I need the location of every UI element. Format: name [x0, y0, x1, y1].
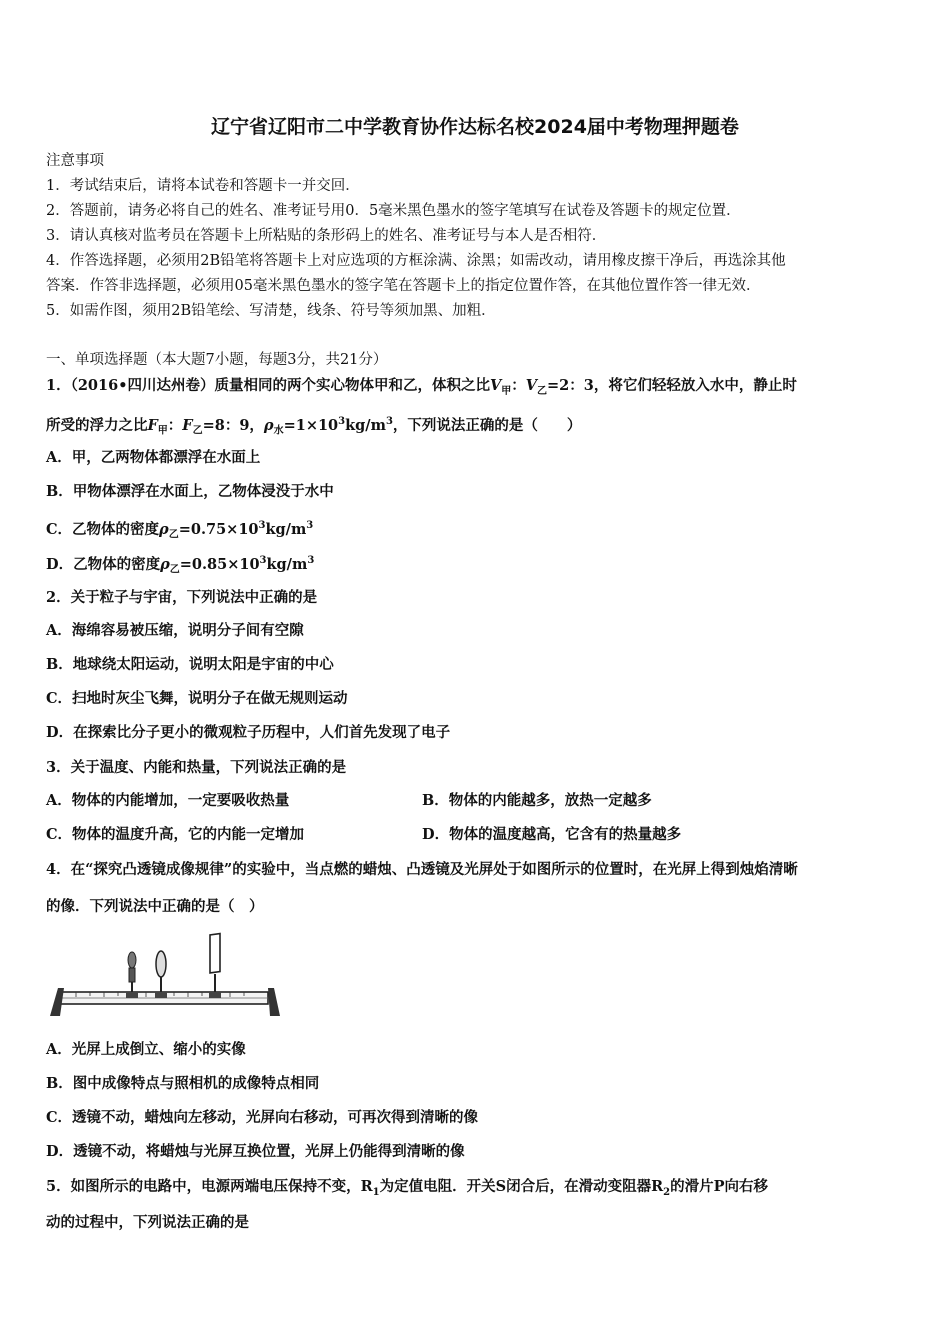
light-screen — [210, 934, 220, 996]
subscript: 甲 — [157, 425, 168, 437]
notice-heading: 注意事项 — [46, 153, 104, 169]
q5-text: 为定值电阻．开关S闭合后，在滑动变阻器R — [379, 1178, 664, 1195]
q2-option-b: B．地球绕太阳运动，说明太阳是宇宙的中心 — [46, 656, 334, 673]
subscript: 乙 — [537, 385, 547, 397]
subscript: 乙 — [192, 425, 203, 437]
optical-bench-diagram — [46, 930, 282, 1020]
q3-option-a: A．物体的内能增加，一定要吸收热量 — [46, 792, 290, 809]
q3-stem: 3．关于温度、内能和热量，下列说法正确的是 — [46, 759, 347, 776]
q1-option-d — [46, 550, 314, 582]
symbol-v: V — [489, 377, 502, 394]
exam-title: 辽宁省辽阳市二中学教育协作达标名校2024届中考物理押题卷 — [211, 116, 739, 138]
symbol-f: F — [147, 416, 158, 434]
q5-stem-line1 — [46, 1176, 768, 1204]
notice-item: 3．请认真核对监考员在答题卡上所粘贴的条形码上的姓名、准考证号与本人是否相符． — [46, 228, 607, 244]
option-text: kg/m — [266, 555, 308, 573]
q5-text: 的滑片P向右移 — [670, 1178, 769, 1195]
q5-stem-line2: 动的过程中，下列说法正确的是 — [46, 1214, 249, 1231]
q4-stem-line1: 4．在“探究凸透镜成像规律”的实验中，当点燃的蜡烛、凸透镜及光屏处于如图所示的位置时，在光屏上得到烛焰清晰 — [46, 861, 798, 878]
superscript: 3 — [385, 416, 393, 427]
notice-item: 5．如需作图，须用2B铅笔绘、写清楚，线条、符号等须加黑、加粗． — [46, 303, 496, 319]
q4-option-d: D．透镜不动，将蜡烛与光屏互换位置，光屏上仍能得到清晰的像 — [46, 1143, 465, 1160]
notice-item: 4．作答选择题，必须用2B铅笔将答题卡上对应选项的方框涂满、涂黑；如需改动，请用橡皮擦干净后，再选涂其他 — [46, 253, 786, 269]
symbol-rho: ρ — [263, 416, 274, 434]
q1-stem-line2 — [46, 411, 581, 443]
notice-item: 2．答题前，请务必将自己的姓名、准考证号用0．5毫米黑色墨水的签字笔填写在试卷及答题卡的规定位置． — [46, 203, 741, 219]
q1-text: ： — [511, 377, 526, 394]
q1-text: ： — [167, 416, 183, 434]
q3-options-row2 — [46, 824, 682, 846]
q3-option-c: C．物体的温度升高，它的内能一定增加 — [46, 826, 305, 843]
option-text: C．乙物体的密度 — [46, 520, 160, 538]
convex-lens — [156, 951, 166, 996]
q1-text: 所受的浮力之比 — [46, 416, 148, 434]
q4-option-c: C．透镜不动，蜡烛向左移动，光屏向右移动，可再次得到清晰的像 — [46, 1109, 479, 1126]
q2-stem: 2．关于粒子与宇宙，下列说法中正确的是 — [46, 589, 318, 606]
subscript: 乙 — [169, 564, 180, 576]
q4-stem-line2: 的像．下列说法中正确的是（ ） — [46, 898, 264, 915]
notice-item: 1．考试结束后，请将本试卷和答题卡一并交回． — [46, 178, 360, 194]
q3-option-d: D．物体的温度越高，它含有的热量越多 — [422, 826, 682, 843]
superscript: 3 — [259, 555, 267, 566]
symbol-rho: ρ — [160, 555, 170, 573]
option-text: =0.85×10 — [179, 555, 260, 573]
q1-option-c — [46, 515, 313, 547]
q4-option-b: B．图中成像特点与照相机的成像特点相同 — [46, 1075, 320, 1092]
subscript: 甲 — [501, 385, 512, 397]
subscript: 水 — [273, 425, 284, 437]
subscript: 乙 — [168, 529, 179, 541]
superscript: 3 — [307, 555, 315, 566]
subscript: 1 — [372, 1186, 380, 1198]
subscript: 2 — [663, 1186, 671, 1198]
q3-options-row1 — [46, 790, 652, 812]
q1-text: 1．（2016•四川达州卷）质量相同的两个实心物体甲和乙，体积之比 — [46, 377, 490, 394]
q1-option-a: A．甲，乙两物体都漂浮在水面上 — [46, 449, 261, 466]
q5-text: 5．如图所示的电路中，电源两端电压保持不变，R — [46, 1178, 373, 1195]
q4-option-a: A．光屏上成倒立、缩小的实像 — [46, 1041, 246, 1058]
candle — [128, 952, 136, 996]
q2-option-d: D．在探索比分子更小的微观粒子历程中，人们首先发现了电子 — [46, 724, 451, 741]
section-heading: 一、单项选择题（本大题7小题，每题3分，共21分） — [46, 352, 388, 368]
q1-stem-line1 — [46, 375, 797, 403]
q1-text: kg/m — [345, 416, 386, 434]
notice-item: 答案．作答非选择题，必须用05毫米黑色墨水的签字笔在答题卡上的指定位置作答，在其他位置作答一律无效． — [46, 278, 761, 294]
superscript: 3 — [258, 520, 266, 531]
q1-text: ，下列说法正确的是（ ） — [392, 416, 582, 434]
q3-option-b: B．物体的内能越多，放热一定越多 — [422, 792, 652, 809]
option-text: kg/m — [265, 520, 307, 538]
superscript: 3 — [338, 416, 346, 427]
superscript: 3 — [306, 520, 314, 531]
q1-option-b: B．甲物体漂浮在水面上，乙物体浸没于水中 — [46, 483, 334, 500]
q1-text: =1×10 — [283, 416, 339, 434]
q2-option-a: A．海绵容易被压缩，说明分子间有空隙 — [46, 622, 304, 639]
q1-text: =8：9， — [202, 416, 264, 434]
symbol-v: V — [525, 377, 537, 394]
q1-text: =2：3，将它们轻轻放入水中，静止时 — [547, 377, 797, 394]
optical-bench — [50, 988, 280, 1016]
symbol-rho: ρ — [159, 520, 169, 538]
option-text: =0.75×10 — [178, 520, 259, 538]
symbol-f: F — [182, 416, 193, 434]
option-text: D．乙物体的密度 — [46, 555, 161, 573]
q2-option-c: C．扫地时灰尘飞舞，说明分子在做无规则运动 — [46, 690, 348, 707]
